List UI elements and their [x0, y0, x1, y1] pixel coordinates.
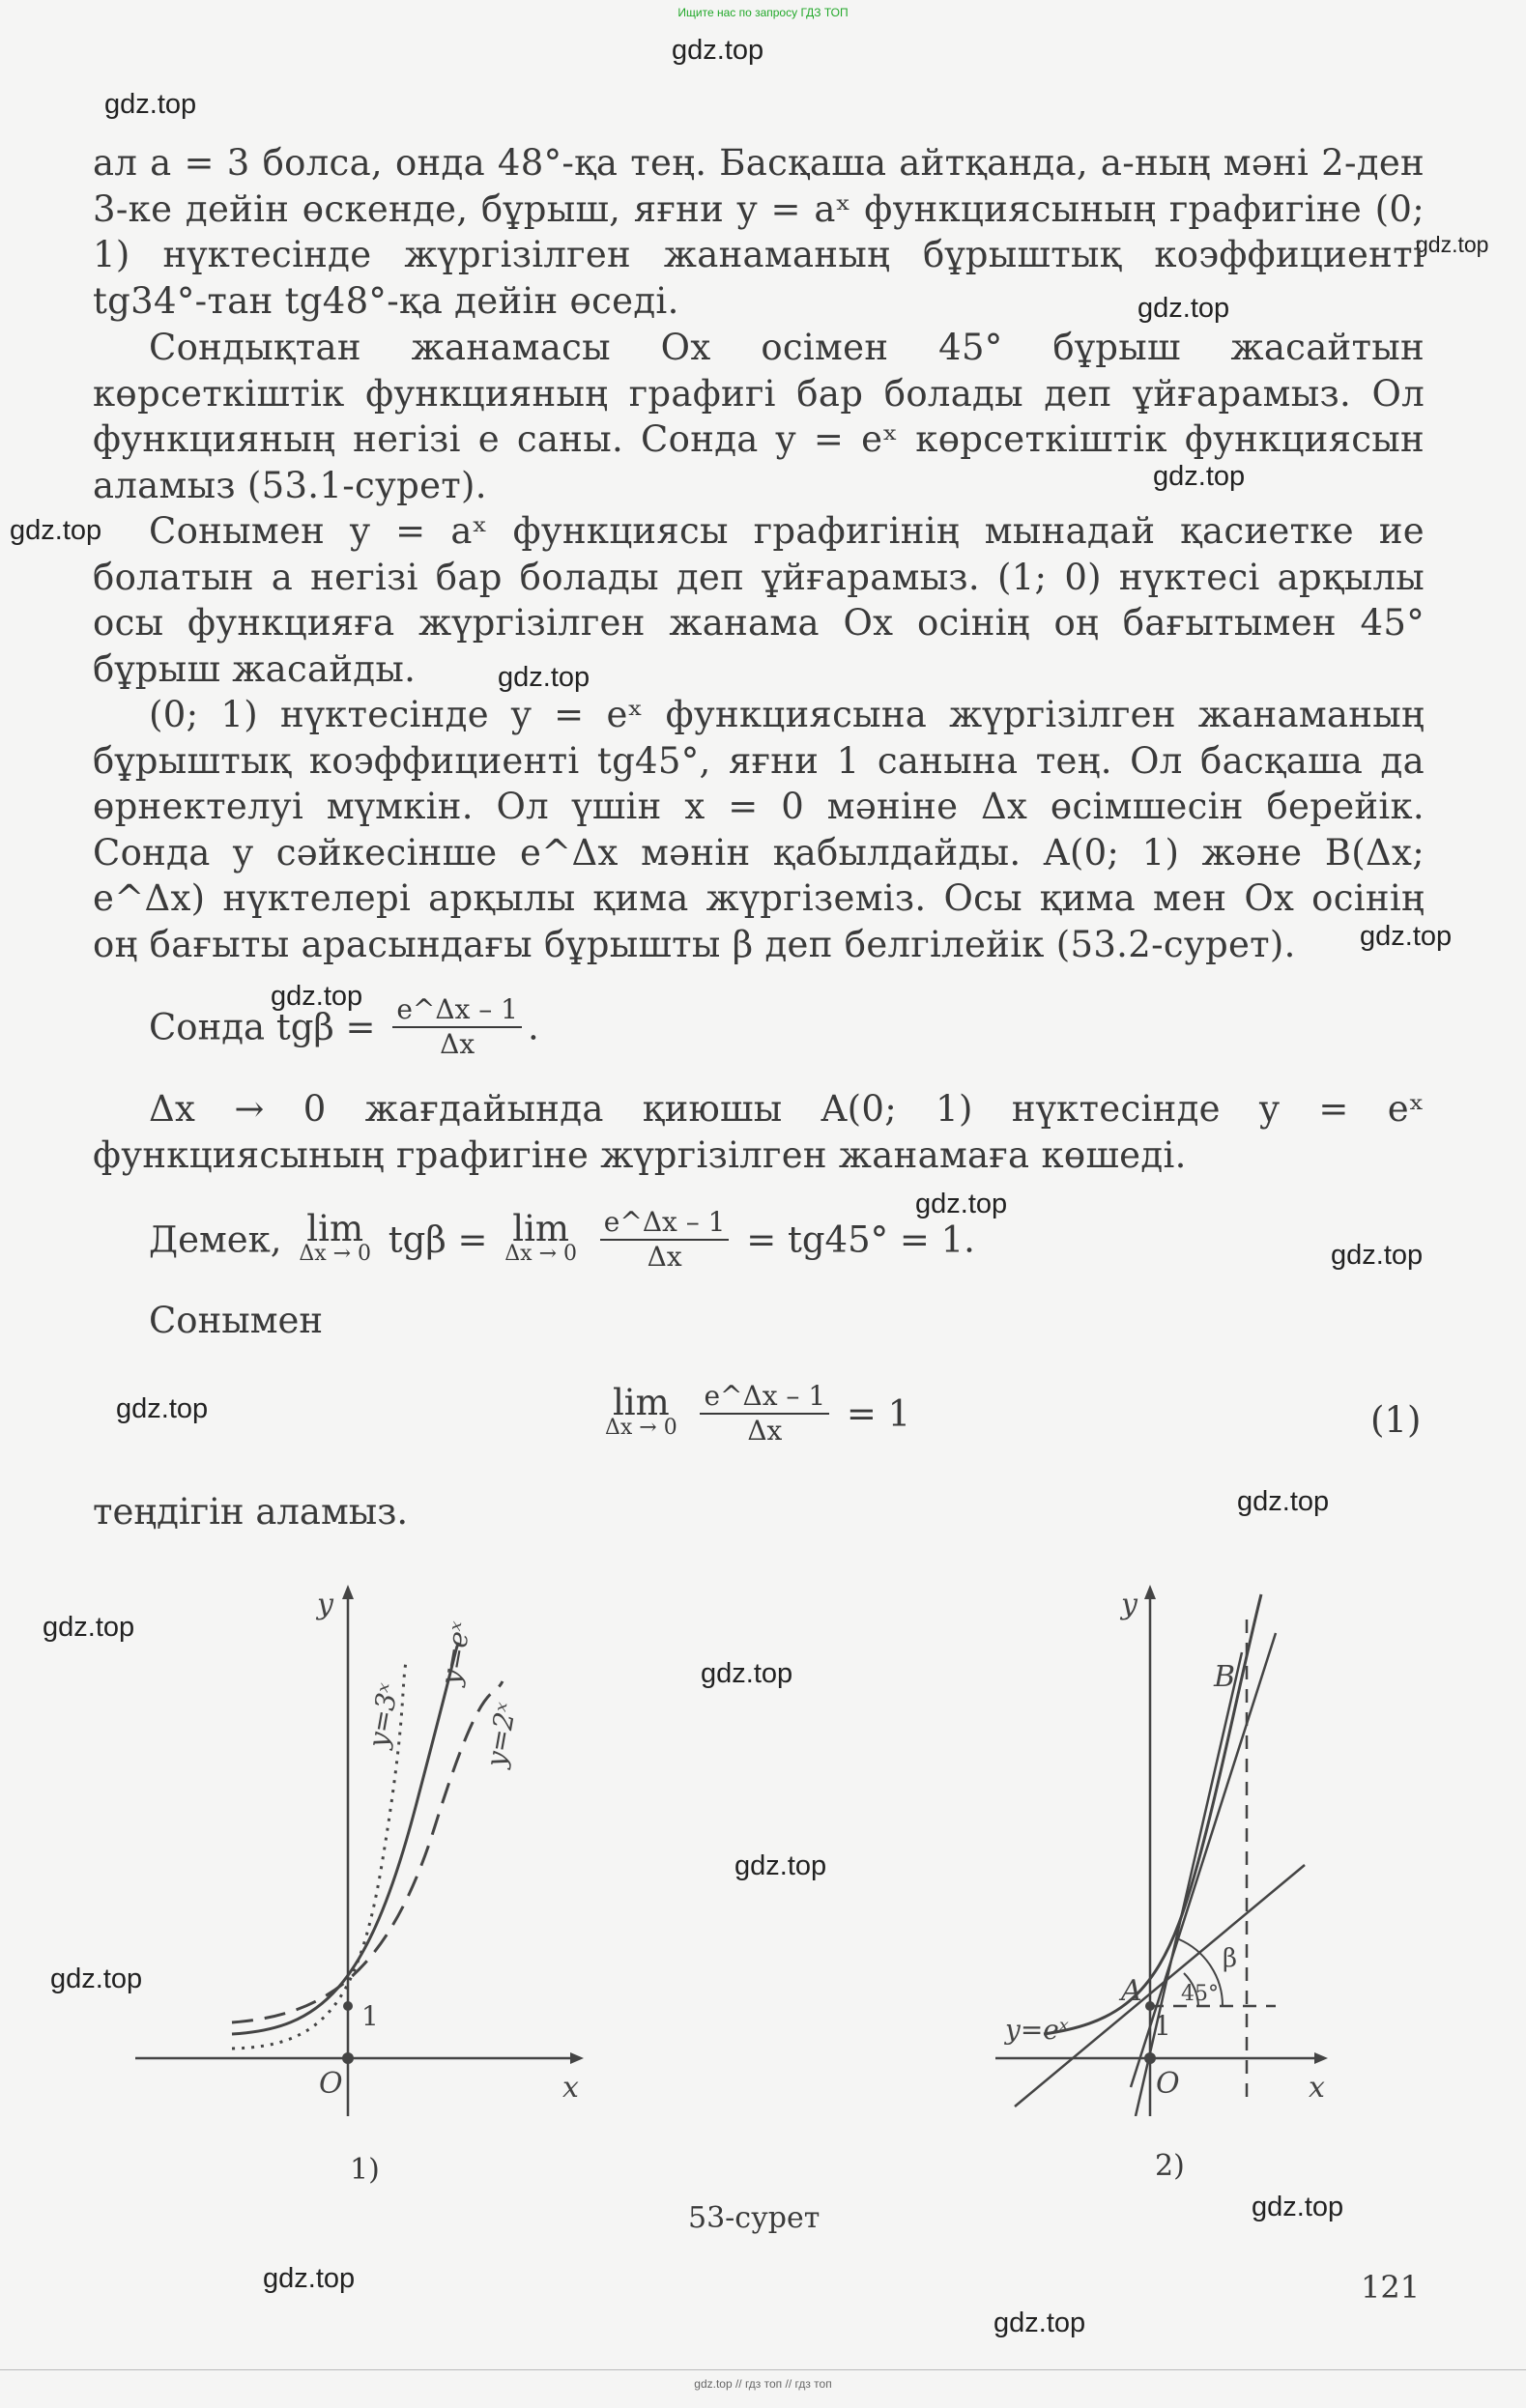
limit-3 — [605, 1382, 677, 1440]
watermark: gdz.top — [263, 2263, 356, 2294]
lim-word: lim — [306, 1208, 364, 1249]
label-1: 1 — [361, 2000, 379, 2032]
paragraph-3 — [93, 508, 1425, 692]
label-o: O — [1156, 2067, 1180, 2101]
watermark: gdz.top — [10, 515, 102, 546]
period: . — [528, 1006, 539, 1048]
numerator: e^Δx – 1 — [392, 993, 522, 1028]
label-a: A — [1121, 1974, 1142, 2008]
equation-1 — [599, 1380, 910, 1448]
fig2-label: 2) — [1155, 2149, 1185, 2183]
label-beta: β — [1223, 1944, 1238, 1973]
top-banner[interactable]: Ищите нас по запросу ГДЗ ТОП — [677, 6, 849, 19]
watermark: gdz.top — [701, 1658, 793, 1689]
page-number: 121 — [1361, 2269, 1421, 2306]
paragraph-4-text: (0; 1) нүктесінде y = eˣ функциясына жүргізілген жанаманың бұрыштық коэффициенті tg45°, яғни 1 санына тең. Ол басқаша да өрнектелуі мүмкін. Ол үшін x = 0 мәніне Δx өсімшесін берейік. Сонда y сәйкесінше e^Δx мәнін қабылдайды. A(0; 1) және B(Δx; e^Δx) нүктелері арқылы қима жүргіземіз. Осы қима мен Ox осінің оң бағыты арасындағы бұрышты β деп белгілейік (53.2-сурет). — [93, 694, 1425, 965]
numerator: e^Δx – 1 — [600, 1206, 730, 1241]
equals-one: = 1 — [846, 1392, 911, 1435]
watermark: gdz.top — [672, 35, 764, 66]
label-1: 1 — [1154, 2010, 1171, 2042]
watermark: gdz.top — [104, 89, 197, 120]
watermark: gdz.top — [1416, 232, 1489, 257]
label-45: 45° — [1181, 1982, 1219, 2006]
fig1-label: 1) — [350, 2153, 380, 2187]
denominator: Δx — [440, 1028, 475, 1060]
formula-prefix: Сонда tgβ = — [149, 1006, 376, 1048]
lim-word: lim — [512, 1208, 570, 1249]
watermark: gdz.top — [734, 1850, 827, 1881]
y-arrow — [1144, 1585, 1156, 1599]
watermark: gdz.top — [271, 981, 363, 1012]
origin-point — [1144, 2052, 1156, 2064]
formula-limit-tg — [149, 1206, 975, 1274]
equals: = — [457, 1218, 488, 1261]
label-x: x — [1309, 2071, 1325, 2105]
numerator: e^Δx – 1 — [700, 1380, 829, 1415]
watermark: gdz.top — [1331, 1240, 1424, 1271]
secant-ab — [1131, 1633, 1276, 2087]
paragraph-6-text: Δx → 0 жағдайында қиюшы A(0; 1) нүктесінде y = eˣ функциясының графигіне жүргізілген жанамаға көшеді. — [93, 1088, 1425, 1176]
formula-prefix-demek: Демек, — [149, 1218, 282, 1261]
fraction — [700, 1380, 829, 1448]
equation-number: (1) — [1370, 1399, 1422, 1441]
steep-line — [1136, 1652, 1242, 2116]
figure-2 — [986, 1575, 1411, 2116]
curve-ex — [232, 1643, 459, 2034]
watermark: gdz.top — [1153, 461, 1246, 492]
lim-sub: Δx → 0 — [299, 1242, 372, 1266]
watermark: gdz.top — [1237, 1486, 1330, 1517]
x-arrow — [1314, 2052, 1328, 2064]
lim-sub: Δx → 0 — [605, 1416, 677, 1440]
fraction — [600, 1206, 730, 1274]
label-y: y — [1121, 1588, 1137, 1621]
paragraph-9: теңдігін аламыз. — [93, 1491, 409, 1533]
watermark: gdz.top — [50, 1964, 143, 1994]
label-o: O — [319, 2067, 343, 2101]
lim-sub: Δx → 0 — [504, 1242, 578, 1266]
tg45-result: = tg45° = 1. — [746, 1218, 975, 1261]
watermark: gdz.top — [1360, 921, 1453, 952]
point-0-1 — [343, 2001, 353, 2011]
label-yex: y=eˣ — [434, 1619, 477, 1688]
lim-word: lim — [612, 1382, 670, 1423]
limit-1 — [299, 1208, 372, 1266]
paragraph-2-text: Сондықтан жанамасы Ox осімен 45° бұрыш жасайтын көрсеткіштік функцияның графигі бар болады деп ұйғарамыз. Ол функцияның негізі e саны. Сонда y = eˣ көрсеткіштік функциясын аламыз (53.1-сурет). — [93, 327, 1425, 506]
x-arrow — [570, 2052, 584, 2064]
paragraph-2 — [93, 325, 1425, 508]
figure-1 — [126, 1575, 590, 2116]
footer-links[interactable]: gdz.top // гдз топ // гдз топ — [694, 2377, 832, 2391]
label-y3x: y=3ˣ — [361, 1680, 405, 1751]
limit-2 — [504, 1208, 578, 1266]
footer-divider — [0, 2369, 1526, 2370]
label-yex: y=eˣ — [1005, 2014, 1069, 2046]
label-x: x — [562, 2071, 579, 2105]
paragraph-3-text: Сонымен y = aˣ функциясы графигінің мынадай қасиетке ие болатын a негізі бар болады деп ұйғарамыз. (1; 0) нүктесі арқылы осы функцияға жүргізілген жанама Ox осінің оң бағытымен 45° бұрыш жасайды. — [93, 510, 1425, 690]
paragraph-4 — [93, 692, 1425, 967]
tg-beta: tgβ — [388, 1218, 446, 1261]
watermark: gdz.top — [1252, 2192, 1344, 2222]
label-b: B — [1214, 1660, 1236, 1694]
y-arrow — [342, 1585, 354, 1599]
paragraph-8: Сонымен — [149, 1300, 324, 1341]
watermark: gdz.top — [498, 662, 590, 693]
watermark: gdz.top — [1137, 293, 1230, 324]
watermark: gdz.top — [116, 1393, 209, 1424]
origin-point — [342, 2052, 354, 2064]
denominator: Δx — [747, 1415, 783, 1447]
paragraph-1: ал a = 3 болса, онда 48°-қа тең. Басқаша айтқанда, a-ның мәні 2-ден 3-ке дейін өскенде, бұрыш, яғни y = aˣ функциясының графигіне (0; 1) нүктесінде жүргізілген жанаманың бұрыштық коэффициенті tg34°-тан tg48°-қа дейін өседі. — [93, 142, 1425, 322]
label-y: y — [317, 1588, 333, 1621]
fraction — [392, 993, 522, 1061]
watermark: gdz.top — [43, 1612, 135, 1643]
watermark: gdz.top — [915, 1189, 1008, 1219]
watermark: gdz.top — [993, 2308, 1086, 2338]
label-y2x: y=2ˣ — [479, 1700, 523, 1770]
denominator: Δx — [647, 1241, 682, 1273]
figure-caption: 53-сурет — [688, 2201, 821, 2235]
formula-tg-beta — [149, 993, 539, 1061]
paragraph-6 — [93, 1086, 1425, 1178]
